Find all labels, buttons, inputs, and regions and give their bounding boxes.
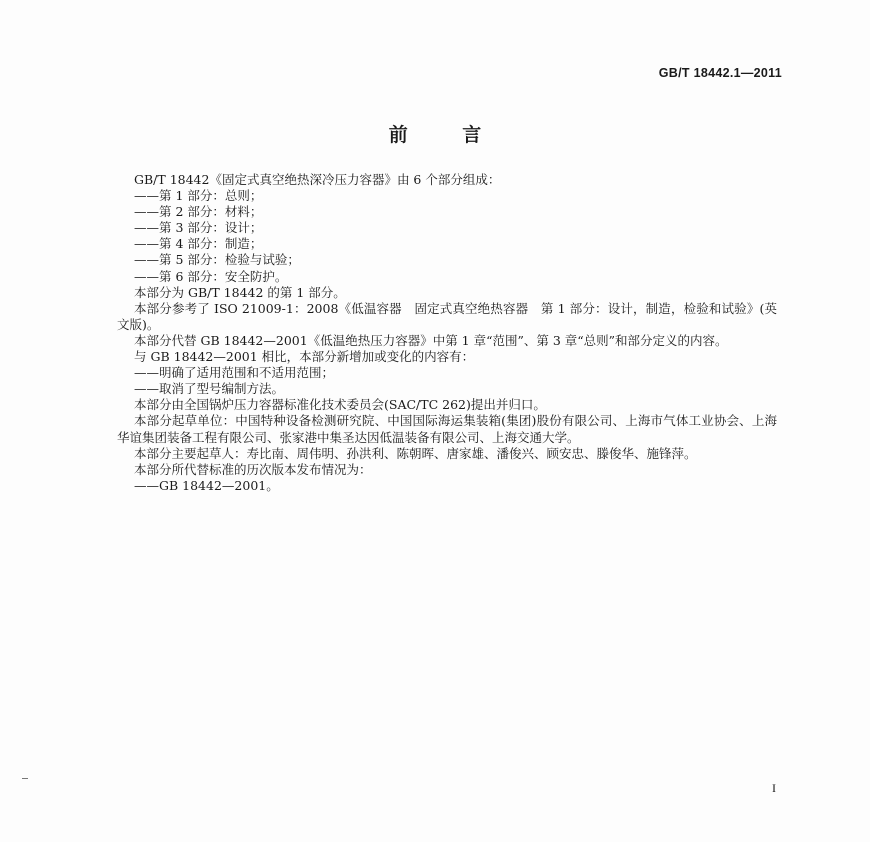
- paragraph: 本部分参考了 ISO 21009-1：2008《低温容器 固定式真空绝热容器 第 1 部分：设计，制造，检验和试验》(英文版)。: [117, 300, 777, 332]
- list-item: ——第 1 部分：总则；: [134, 188, 263, 204]
- paragraph: 本部分所代替标准的历次版本发布情况为：: [134, 461, 372, 477]
- list-item: ——第 5 部分：检验与试验；: [134, 252, 300, 268]
- paragraph: 本部分主要起草人：寿比南、周伟明、孙洪利、陈朝晖、唐家雄、潘俊兴、顾安忠、滕俊华、施锋萍。: [134, 445, 697, 461]
- paragraph: 本部分代替 GB 18442—2001《低温绝热压力容器》中第 1 章“范围”、第 3 章“总则”和部分定义的内容。: [134, 332, 728, 348]
- paragraph: 与 GB 18442—2001 相比，本部分新增加或变化的内容有：: [134, 349, 475, 365]
- paragraph: 本部分起草单位：中国特种设备检测研究院、中国国际海运集装箱(集团)股份有限公司、上海市气体工业协会、上海华谊集团装备工程有限公司、张家港中集圣达因低温装备有限公司、上海交通大学。: [117, 413, 777, 445]
- page-title: 前 言: [388, 124, 506, 146]
- list-item: ——第 6 部分：安全防护。: [134, 268, 288, 284]
- list-item: ——第 4 部分：制造；: [134, 236, 263, 252]
- list-item: ——GB 18442—2001。: [134, 477, 279, 493]
- page-number: I: [772, 781, 776, 795]
- list-item: ——明确了适用范围和不适用范围；: [134, 365, 335, 381]
- paragraph: 本部分为 GB/T 18442 的第 1 部分。: [134, 284, 346, 300]
- list-item: ——取消了型号编制方法。: [134, 381, 285, 397]
- standard-code: GB/T 18442.1—2011: [658, 66, 782, 80]
- paragraph: GB/T 18442《固定式真空绝热深冷压力容器》由 6 个部分组成：: [134, 172, 501, 187]
- list-item: ——第 2 部分：材料；: [134, 204, 263, 220]
- list-item: ——第 3 部分：设计；: [134, 220, 263, 236]
- paragraph: 本部分由全国锅炉压力容器标准化技术委员会(SAC/TC 262)提出并归口。: [134, 397, 546, 413]
- scan-mark: [22, 778, 28, 779]
- foreword-body: [117, 172, 777, 494]
